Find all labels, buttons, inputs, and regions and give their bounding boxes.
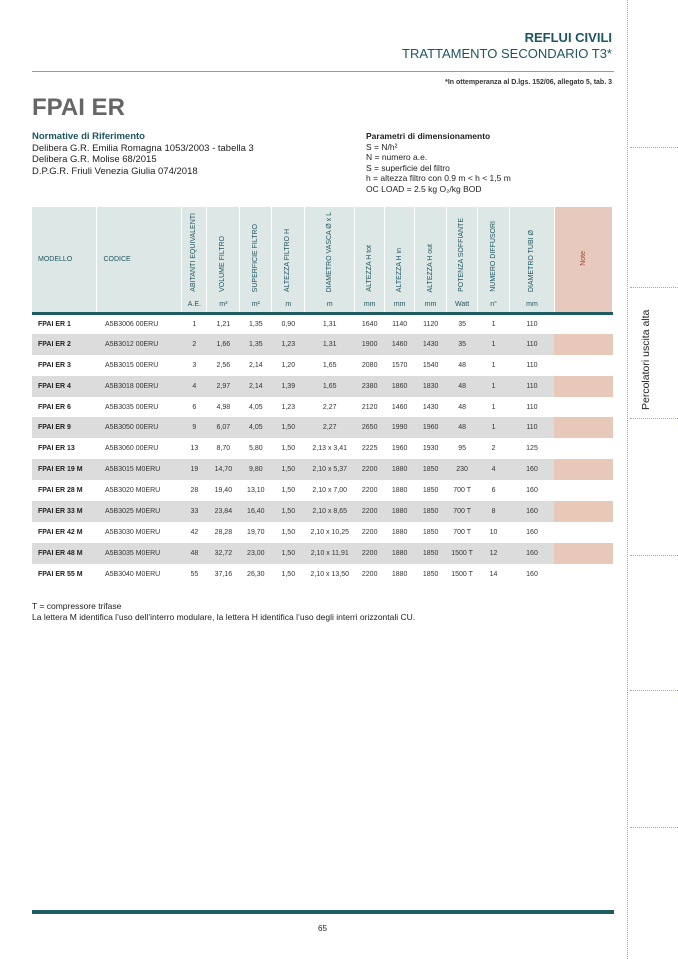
unit-cell: mm xyxy=(510,298,555,313)
table-cell: FPAI ER 9 xyxy=(32,417,97,438)
table-cell: A5B3006 00ERU xyxy=(104,320,159,328)
table-cell: FPAI ER 28 M xyxy=(38,487,83,495)
column-header: NUMERO DIFFUSORI xyxy=(478,207,510,298)
table-cell: 19 xyxy=(182,459,207,480)
table-cell: 35 xyxy=(458,320,466,328)
table-cell: 1,31 xyxy=(322,320,337,328)
product-table xyxy=(32,207,613,585)
table-cell: 33 xyxy=(182,501,207,522)
table-cell: FPAI ER 13 xyxy=(38,445,75,453)
table-cell: 160 xyxy=(510,543,555,564)
table-cell: 1140 xyxy=(392,320,408,328)
table-cell: 26,30 xyxy=(247,570,265,578)
unit-cell: m xyxy=(305,298,355,313)
table-cell: 110 xyxy=(510,376,555,397)
table-cell: 1,65 xyxy=(305,376,355,397)
parametri-item: h = altezza filtro con 0.9 m < h < 1,5 m xyxy=(366,173,511,183)
column-header: ALTEZZA H in xyxy=(385,207,415,298)
column-header: MODELLO xyxy=(32,207,97,313)
table-cell: 2650 xyxy=(355,417,385,438)
table-cell: 48 xyxy=(182,543,207,564)
table-cell: 1,31 xyxy=(305,334,355,355)
table-cell: 2200 xyxy=(355,543,385,564)
table-row xyxy=(32,543,613,564)
table-cell: 1,65 xyxy=(322,361,337,369)
note-cell xyxy=(554,543,612,564)
table-cell: 1 xyxy=(192,320,197,328)
note-cell xyxy=(554,522,612,543)
table-cell: 1460 xyxy=(385,334,415,355)
table-cell: FPAI ER 33 M xyxy=(32,501,97,522)
table-cell: 1880 xyxy=(385,543,415,564)
table-cell: 1,50 xyxy=(272,543,305,564)
table-cell: 1 xyxy=(478,417,510,438)
table-cell: FPAI ER 19 M xyxy=(32,459,97,480)
table-cell: 1 xyxy=(478,334,510,355)
table-notes xyxy=(32,601,415,622)
table-cell: 1880 xyxy=(391,528,408,536)
table-cell: 2,10 x 13,50 xyxy=(310,570,349,578)
table-cell: 6,07 xyxy=(207,417,240,438)
note-cell xyxy=(554,417,612,438)
table-cell: 230 xyxy=(447,459,478,480)
note-line: T = compressore trifase xyxy=(32,601,122,611)
table-cell: 32,72 xyxy=(207,543,240,564)
table-cell: A5B3025 M0ERU xyxy=(97,501,182,522)
sidebar-tab-divider xyxy=(630,555,678,556)
table-cell: 6 xyxy=(491,487,496,495)
table-cell: A5B3015 M0ERU xyxy=(97,459,182,480)
sidebar-tab-divider xyxy=(630,287,678,288)
table-cell: 1430 xyxy=(415,334,447,355)
note-cell xyxy=(554,438,612,459)
page-number: 65 xyxy=(318,924,327,933)
sidebar-section-label: Percolatori uscita alta xyxy=(640,309,652,410)
table-row xyxy=(32,564,613,585)
table-cell: 8 xyxy=(478,501,510,522)
table-cell: 110 xyxy=(510,417,555,438)
table-cell: 2225 xyxy=(361,445,378,453)
table-cell: A5B3050 00ERU xyxy=(97,417,182,438)
normative-title: Normative di Riferimento xyxy=(32,131,145,142)
section-category: REFLUI CIVILI xyxy=(524,30,612,45)
table-cell: FPAI ER 3 xyxy=(38,361,71,369)
table-cell: 700 T xyxy=(453,487,471,495)
table-cell: 1 xyxy=(491,403,496,411)
table-cell: 2200 xyxy=(355,459,385,480)
unit-cell: mm xyxy=(385,298,415,313)
table-cell: 1,35 xyxy=(240,334,272,355)
note-cell xyxy=(554,376,612,397)
table-cell: 2200 xyxy=(355,501,385,522)
table-cell: 1,23 xyxy=(272,334,305,355)
table-cell: 48 xyxy=(447,376,478,397)
table-cell: 2120 xyxy=(361,403,378,411)
table-cell: 35 xyxy=(447,334,478,355)
table-cell: 4,98 xyxy=(216,403,231,411)
normative-item: Delibera G.R. Emilia Romagna 1053/2003 - tabella 3 xyxy=(32,142,254,154)
table-header-row xyxy=(32,207,613,298)
parametri-item: N = numero a.e. xyxy=(366,152,428,162)
table-row xyxy=(32,397,613,418)
table-cell: 4 xyxy=(478,459,510,480)
note-line: La lettera M identifica l’uso dell’interro modulare, la lettera H identifica l’uso degli interri orizzontali CU. xyxy=(32,611,416,622)
table-cell: 1640 xyxy=(361,320,378,328)
table-cell: 13,10 xyxy=(247,487,265,495)
parametri-item: S = N/h² xyxy=(366,141,398,152)
table-cell: 1850 xyxy=(415,501,447,522)
table-cell: 1,50 xyxy=(272,501,305,522)
table-cell: FPAI ER 48 M xyxy=(32,543,97,564)
parametri-item: OC LOAD = 2.5 kg O₂/kg BOD xyxy=(366,183,482,194)
unit-cell: A.E. xyxy=(182,298,207,313)
table-cell: 1850 xyxy=(415,459,447,480)
table-cell: 160 xyxy=(526,528,538,536)
table-cell: 10 xyxy=(489,528,498,536)
table-cell: 1900 xyxy=(355,334,385,355)
table-cell: 1 xyxy=(491,320,496,328)
table-cell: 23,84 xyxy=(207,501,240,522)
unit-cell: mm xyxy=(415,298,447,313)
table-cell: 1960 xyxy=(391,445,408,453)
table-cell: 160 xyxy=(510,501,555,522)
note-cell xyxy=(554,334,612,355)
table-cell: 700 T xyxy=(453,528,471,536)
column-header: ABITANTI EQUIVALENTI xyxy=(182,207,207,298)
table-cell: A5B3030 M0ERU xyxy=(104,528,161,536)
table-cell: 14 xyxy=(489,570,498,578)
table-cell: A5B3018 00ERU xyxy=(97,376,182,397)
column-header: ALTEZZA H tot xyxy=(355,207,385,298)
unit-cell: m³ xyxy=(207,298,240,313)
note-cell xyxy=(554,355,612,376)
table-cell: 4 xyxy=(182,376,207,397)
table-cell: 2080 xyxy=(361,361,378,369)
table-cell: 1,23 xyxy=(281,403,296,411)
normative-item: D.P.G.R. Friuli Venezia Giulia 074/2018 xyxy=(32,165,198,177)
table-cell: 2,14 xyxy=(249,361,263,369)
table-cell: 8,70 xyxy=(216,445,231,453)
table-cell: 2,10 x 11,91 xyxy=(305,543,355,564)
table-cell: FPAI ER 4 xyxy=(32,376,97,397)
normative-item: Delibera G.R. Molise 68/2015 xyxy=(32,154,157,165)
table-cell: 2,10 x 7,00 xyxy=(312,487,348,495)
table-cell: 2,13 x 3,41 xyxy=(312,445,348,453)
table-cell: 1850 xyxy=(422,570,439,578)
table-cell: 160 xyxy=(526,487,538,495)
column-header: POTENZA SOFFIANTE xyxy=(447,207,478,298)
sidebar-tab-divider xyxy=(630,418,678,419)
table-cell: 2200 xyxy=(361,487,378,495)
table-cell: 6 xyxy=(192,403,197,411)
table-cell: 1880 xyxy=(391,570,408,578)
unit-cell: m² xyxy=(240,298,272,313)
column-header: CODICE xyxy=(97,207,182,313)
table-cell: 9,80 xyxy=(240,459,272,480)
note-cell xyxy=(554,397,612,418)
table-cell: 1500 T xyxy=(451,570,473,578)
parametri-block xyxy=(366,131,511,194)
table-cell: 1120 xyxy=(423,320,439,328)
table-cell: 4,05 xyxy=(240,417,272,438)
sidebar-tab-divider xyxy=(630,147,678,148)
table-cell: 16,40 xyxy=(240,501,272,522)
table-cell: FPAI ER 1 xyxy=(38,320,71,328)
table-cell: 1990 xyxy=(385,417,415,438)
table-cell: 4,05 xyxy=(249,403,263,411)
table-cell: 12 xyxy=(478,543,510,564)
table-cell: 95 xyxy=(458,445,466,453)
table-cell: 1500 T xyxy=(447,543,478,564)
table-cell: 1930 xyxy=(422,445,439,453)
table-cell: FPAI ER 55 M xyxy=(38,570,83,578)
column-header: ALTEZZA H out xyxy=(415,207,447,298)
table-cell: A5B3040 M0ERU xyxy=(104,570,161,578)
table-cell: 1570 xyxy=(391,361,408,369)
footer-bar xyxy=(32,910,614,914)
column-header: SUPERFICIE FILTRO xyxy=(240,207,272,298)
unit-cell: Watt xyxy=(447,298,478,313)
table-cell: 1,66 xyxy=(207,334,240,355)
table-cell: 28,28 xyxy=(214,528,233,536)
table-cell: 48 xyxy=(447,417,478,438)
table-cell: 2,10 x 10,25 xyxy=(310,528,349,536)
table-row xyxy=(32,522,613,543)
table-cell: A5B3015 00ERU xyxy=(104,361,159,369)
normative-block xyxy=(32,131,254,177)
table-cell: 0,90 xyxy=(281,320,296,328)
header-footnote: *In ottemperanza al D.lgs. 152/06, allegato 5, tab. 3 xyxy=(445,79,612,86)
parametri-title: Parametri di dimensionamento xyxy=(366,131,491,141)
note-cell xyxy=(554,313,612,334)
table-cell: 110 xyxy=(526,320,538,328)
table-cell: A5B3020 M0ERU xyxy=(104,487,161,495)
table-cell: 1,20 xyxy=(281,361,296,369)
page-title: FPAI ER xyxy=(32,94,125,121)
table-cell: FPAI ER 42 M xyxy=(38,528,83,536)
table-cell: 48 xyxy=(458,403,466,411)
table-cell: 1860 xyxy=(385,376,415,397)
table-cell: 1850 xyxy=(422,528,439,536)
table-cell: 2,14 xyxy=(240,376,272,397)
table-cell: 19,40 xyxy=(214,487,233,495)
table-cell: 1 xyxy=(478,376,510,397)
column-header: ALTEZZA FILTRO H xyxy=(272,207,305,298)
table-cell: 5,80 xyxy=(249,445,263,453)
table-cell: 23,00 xyxy=(240,543,272,564)
table-row xyxy=(32,376,613,397)
note-cell xyxy=(554,564,612,585)
table-cell: A5B3035 M0ERU xyxy=(97,543,182,564)
table-cell: 1,50 xyxy=(281,528,296,536)
table-cell: A5B3012 00ERU xyxy=(97,334,182,355)
table-cell: 1830 xyxy=(415,376,447,397)
table-cell: 1,50 xyxy=(272,459,305,480)
table-cell: 2,10 x 5,37 xyxy=(305,459,355,480)
note-cell xyxy=(554,501,612,522)
table-cell: 1,39 xyxy=(272,376,305,397)
table-cell: 1880 xyxy=(385,459,415,480)
header-divider xyxy=(32,71,614,72)
table-row xyxy=(32,480,613,501)
table-cell: 13 xyxy=(190,445,199,453)
section-subtitle: TRATTAMENTO SECONDARIO T3* xyxy=(402,46,612,61)
table-row xyxy=(32,459,613,480)
table-cell: 1,50 xyxy=(272,417,305,438)
table-cell: 700 T xyxy=(447,501,478,522)
column-header: DIAMETRO VASCA Ø x L xyxy=(305,207,355,298)
table-row xyxy=(32,355,613,376)
table-row xyxy=(32,334,613,355)
sidebar-tab-divider xyxy=(630,690,678,691)
table-cell: 110 xyxy=(526,361,538,369)
table-cell: 2,97 xyxy=(207,376,240,397)
table-cell: 1850 xyxy=(422,487,439,495)
note-cell xyxy=(554,459,612,480)
table-cell: 1960 xyxy=(415,417,447,438)
table-cell: 28 xyxy=(190,487,199,495)
table-cell: 3 xyxy=(192,361,197,369)
table-cell: 2,10 x 8,65 xyxy=(305,501,355,522)
table-cell: 2200 xyxy=(361,570,378,578)
column-header: VOLUME FILTRO xyxy=(207,207,240,298)
table-cell: 2,27 xyxy=(305,417,355,438)
table-cell: 1,50 xyxy=(281,570,296,578)
table-row xyxy=(32,501,613,522)
table-cell: 2200 xyxy=(361,528,378,536)
unit-cell: m xyxy=(272,298,305,313)
table-cell: 1,21 xyxy=(216,320,231,328)
table-cell: 1,35 xyxy=(249,320,263,328)
table-cell: 55 xyxy=(190,570,199,578)
table-cell: A5B3035 00ERU xyxy=(104,403,159,411)
table-cell: 1880 xyxy=(385,501,415,522)
table-cell: 160 xyxy=(510,459,555,480)
table-cell: 14,70 xyxy=(207,459,240,480)
sidebar-divider xyxy=(627,0,628,959)
table-cell: 1430 xyxy=(422,403,439,411)
column-header: DIAMETRO TUBI Ø xyxy=(510,207,555,298)
table-cell: 1,50 xyxy=(281,445,296,453)
parametri-item: S = superficie del filtro xyxy=(366,162,450,173)
unit-cell: n° xyxy=(478,298,510,313)
table-cell: 19,70 xyxy=(247,528,265,536)
table-cell: 1880 xyxy=(391,487,408,495)
table-row xyxy=(32,438,613,459)
column-header-note: Note xyxy=(554,207,612,313)
table-cell: A5B3060 00ERU xyxy=(104,445,159,453)
note-cell xyxy=(554,480,612,501)
table-cell: 1,50 xyxy=(281,487,296,495)
table-cell: 42 xyxy=(190,528,199,536)
table-cell: 1540 xyxy=(422,361,439,369)
table-cell: 2 xyxy=(182,334,207,355)
table-cell: 110 xyxy=(526,403,538,411)
table-cell: 110 xyxy=(510,334,555,355)
table-cell: 9 xyxy=(182,417,207,438)
table-cell: 2,27 xyxy=(322,403,337,411)
table-row xyxy=(32,313,613,334)
table-cell: 1850 xyxy=(415,543,447,564)
table-cell: 125 xyxy=(526,445,538,453)
table-cell: 2 xyxy=(491,445,496,453)
table-row xyxy=(32,417,613,438)
table-cell: 1460 xyxy=(391,403,408,411)
table-cell: 37,16 xyxy=(214,570,233,578)
table-cell: 1 xyxy=(491,361,496,369)
table-cell: FPAI ER 2 xyxy=(32,334,97,355)
sidebar-tab-divider xyxy=(630,827,678,828)
table-cell: 2380 xyxy=(355,376,385,397)
table-cell: 2,56 xyxy=(216,361,231,369)
unit-cell: mm xyxy=(355,298,385,313)
table-cell: 160 xyxy=(526,570,538,578)
table-cell: 48 xyxy=(458,361,466,369)
table-cell: FPAI ER 6 xyxy=(38,403,71,411)
